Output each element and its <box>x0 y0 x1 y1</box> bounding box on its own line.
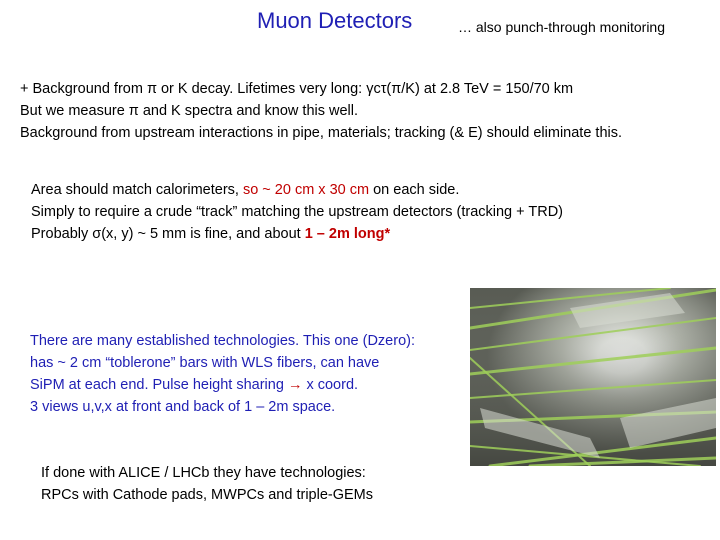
slide-subtitle: … also punch-through monitoring <box>458 19 666 35</box>
area-line-1-tail: on each side. <box>369 182 460 198</box>
background-line-1: + Background from π or K decay. Lifetimes very long: γcτ(π/K) at 2.8 TeV = 150/70 km <box>20 81 574 97</box>
length-highlight: 1 – 2m long* <box>304 226 391 242</box>
technology-line-1: There are many established technologies. This one (Dzero): <box>30 333 415 349</box>
alice-line-2: RPCs with Cathode pads, MWPCs and triple-GEMs <box>41 487 373 503</box>
technology-line-3-tail: x coord. <box>302 377 359 393</box>
area-paragraph <box>31 179 563 245</box>
technology-paragraph <box>30 330 415 418</box>
detector-photo-image <box>470 288 716 466</box>
detector-photo <box>470 288 716 466</box>
alice-line-1: If done with ALICE / LHCb they have technologies: <box>41 465 366 481</box>
background-line-3: Background from upstream interactions in pipe, materials; tracking (& E) should eliminate this. <box>20 125 623 141</box>
background-paragraph <box>20 78 622 144</box>
technology-line-2: has ~ 2 cm “toblerone” bars with WLS fibers, can have <box>30 355 380 371</box>
background-line-2: But we measure π and K spectra and know this well. <box>20 103 359 119</box>
right-arrow-icon: → <box>287 377 303 393</box>
area-line-3-text: Probably σ(x, y) ~ 5 mm is fine, and about <box>31 226 305 242</box>
area-line-3 <box>31 223 563 245</box>
area-size-highlight: so ~ 20 cm x 30 cm <box>242 182 370 198</box>
slide-title: Muon Detectors <box>257 8 413 33</box>
alice-paragraph <box>41 462 373 506</box>
area-line-1-text: Area should match calorimeters, <box>31 182 243 198</box>
technology-line-3 <box>30 374 415 396</box>
technology-line-3-text: SiPM at each end. Pulse height sharing <box>30 377 288 393</box>
area-line-2: Simply to require a crude “track” matching the upstream detectors (tracking + TRD) <box>31 204 564 220</box>
technology-line-4: 3 views u,v,x at front and back of 1 – 2m space. <box>30 399 336 415</box>
area-line-1 <box>31 179 563 201</box>
